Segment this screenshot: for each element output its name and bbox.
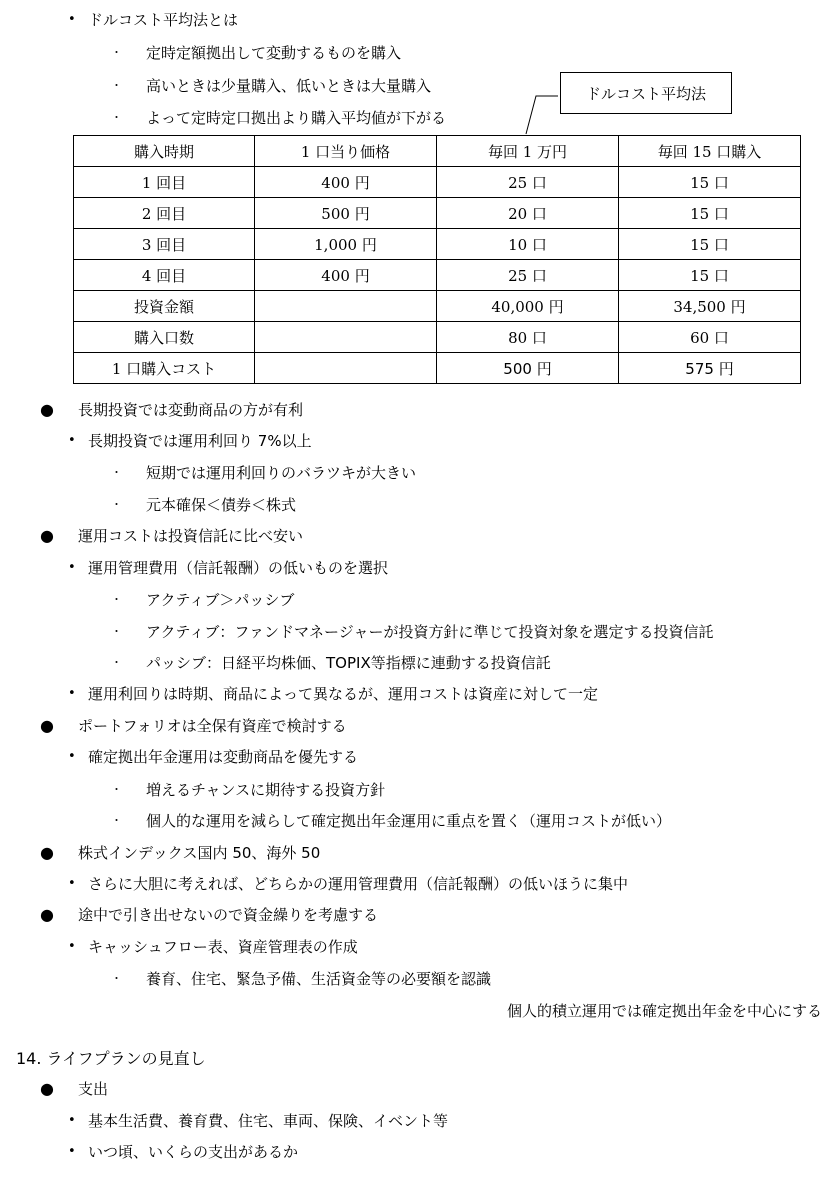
section-title-text: 途中で引き出せないので資金繰りを考慮する (78, 906, 379, 924)
list-item (68, 684, 599, 704)
table-cell: 400 円 (255, 167, 437, 198)
table-row (74, 322, 801, 353)
sub-item (111, 969, 492, 989)
list-item-text: 基本生活費、養育費、住宅、車両、保険、イベント等 (88, 1112, 449, 1130)
table-cell: 40,000 円 (437, 291, 619, 322)
sub-item-text: 元本確保＜債券＜株式 (146, 496, 297, 514)
table-cell: 3 回目 (74, 229, 255, 260)
dollar-cost-table (73, 135, 801, 384)
section-title (40, 905, 379, 925)
bullet: ・ (111, 466, 122, 479)
bullet: ● (40, 526, 54, 545)
table-cell: 15 口 (619, 229, 801, 260)
table-cell: 60 口 (619, 322, 801, 353)
table-cell: 15 口 (619, 167, 801, 198)
sub-item (111, 463, 417, 483)
table-cell (255, 291, 437, 322)
table-cell: 25 口 (437, 260, 619, 291)
list-item-text: さらに大胆に考えれば、どちらかの運用管理費用（信託報酬）の低いほうに集中 (88, 875, 629, 893)
sub-item-text: 個人的な運用を減らして確定拠出年金運用に重点を置く（運用コストが低い） (146, 812, 672, 830)
bullet: • (68, 12, 76, 27)
intro-point-text: よって定時定口拠出より購入平均値が下がる (146, 109, 447, 127)
section-title (40, 526, 304, 546)
table-header: 1 口当り価格 (255, 136, 437, 167)
list-item-text: 運用管理費用（信託報酬）の低いものを選択 (88, 559, 389, 577)
table-row (74, 353, 801, 384)
table-header-row (74, 136, 801, 167)
list-item (68, 747, 359, 767)
bullet: ● (40, 905, 54, 924)
bullet: ・ (111, 656, 122, 669)
list-item-text: 確定拠出年金運用は変動商品を優先する (88, 748, 359, 766)
table-cell: 400 円 (255, 260, 437, 291)
bullet: • (68, 1113, 76, 1128)
list-item-text: いつ頃、いくらの支出があるか (88, 1143, 299, 1161)
table-cell: 500 円 (255, 198, 437, 229)
bullet: ● (40, 843, 54, 862)
bullet: • (68, 939, 76, 954)
section-title-text: 運用コストは投資信託に比べ安い (78, 527, 304, 545)
bullet: ・ (111, 625, 122, 638)
table-cell: 500 円 (437, 353, 619, 384)
section-14-title: 14. ライフプランの見直し (16, 1049, 206, 1068)
bullet: ● (40, 716, 54, 735)
table-cell: 4 回目 (74, 260, 255, 291)
section-title (40, 716, 347, 736)
section-title (40, 843, 321, 863)
sub-item (111, 780, 386, 800)
table-cell: 15 口 (619, 198, 801, 229)
sub-item (111, 653, 551, 673)
table-row (74, 198, 801, 229)
sub-item (111, 811, 672, 831)
bullet: • (68, 1144, 76, 1159)
section-title (40, 400, 304, 420)
table-cell: 575 円 (619, 353, 801, 384)
table-header: 毎回 15 口購入 (619, 136, 801, 167)
table-cell: 1 口購入コスト (74, 353, 255, 384)
list-item-text: 運用利回りは時期、商品によって異なるが、運用コストは資産に対して一定 (88, 685, 599, 703)
table-cell: 10 口 (437, 229, 619, 260)
sub-item (111, 590, 295, 610)
callout-box: ドルコスト平均法 (560, 72, 732, 114)
bullet: ・ (111, 111, 122, 124)
bullet: ・ (111, 498, 122, 511)
bullet: ・ (111, 46, 122, 59)
section-title-text: 長期投資では変動商品の方が有利 (78, 401, 304, 419)
table-row (74, 260, 801, 291)
table-cell: 25 口 (437, 167, 619, 198)
list-item (68, 558, 389, 578)
bullet: ・ (111, 814, 122, 827)
table-cell: 34,500 円 (619, 291, 801, 322)
section-title-text: 株式インデックス国内 50、海外 50 (78, 844, 321, 862)
list-item (68, 1111, 449, 1131)
intro-heading-text: ドルコスト平均法とは (88, 11, 239, 29)
table-row (74, 167, 801, 198)
bullet: • (68, 876, 76, 891)
bullet: ● (40, 400, 54, 419)
table-cell: 80 口 (437, 322, 619, 353)
list-item (68, 431, 312, 451)
list-item (68, 1142, 299, 1162)
bullet: • (68, 433, 76, 448)
table-cell: 20 口 (437, 198, 619, 229)
bullet: ・ (111, 79, 122, 92)
bullet: • (68, 749, 76, 764)
bullet: ・ (111, 783, 122, 796)
table-header: 毎回 1 万円 (437, 136, 619, 167)
sub-item-text: パッシブ：日経平均株価、TOPIX等指標に連動する投資信託 (146, 654, 551, 672)
list-item (68, 937, 358, 957)
bullet: ● (40, 1079, 54, 1098)
sub-item-text: 増えるチャンスに期待する投資方針 (146, 781, 386, 799)
table-cell: 購入口数 (74, 322, 255, 353)
table-cell (255, 353, 437, 384)
sub-item-text: アクティブ＞パッシブ (146, 591, 295, 609)
intro-point-text: 高いときは少量購入、低いときは大量購入 (146, 77, 432, 95)
list-item-text: キャッシュフロー表、資産管理表の作成 (88, 938, 358, 956)
table-cell: 15 口 (619, 260, 801, 291)
table-cell: 2 回目 (74, 198, 255, 229)
list-item-text: 長期投資では運用利回り 7%以上 (88, 432, 312, 450)
bullet: ・ (111, 972, 122, 985)
intro-point-text: 定時定額拠出して変動するものを購入 (146, 44, 402, 62)
bullet: ・ (111, 593, 122, 606)
table-header: 購入時期 (74, 136, 255, 167)
sub-item-text: 養育、住宅、緊急予備、生活資金等の必要額を認識 (146, 970, 492, 988)
table-row (74, 229, 801, 260)
bullet: • (68, 560, 76, 575)
list-item (68, 874, 629, 894)
sub-item (111, 495, 297, 515)
table-cell (255, 322, 437, 353)
bullet: • (68, 686, 76, 701)
section-title-text: ポートフォリオは全保有資産で検討する (78, 717, 347, 735)
section-title-text: 支出 (78, 1080, 109, 1098)
section-title (40, 1079, 109, 1099)
table-row (74, 291, 801, 322)
table-cell: 1,000 円 (255, 229, 437, 260)
sub-item-text: アクティブ：ファンドマネージャーが投資方針に準じて投資対象を選定する投資信託 (146, 623, 714, 641)
sub-item-text: 短期では運用利回りのバラツキが大きい (146, 464, 417, 482)
table-cell: 投資金額 (74, 291, 255, 322)
right-note: 個人的積立運用では確定拠出年金を中心にする (506, 1002, 822, 1020)
sub-item (111, 622, 714, 642)
table-cell: 1 回目 (74, 167, 255, 198)
